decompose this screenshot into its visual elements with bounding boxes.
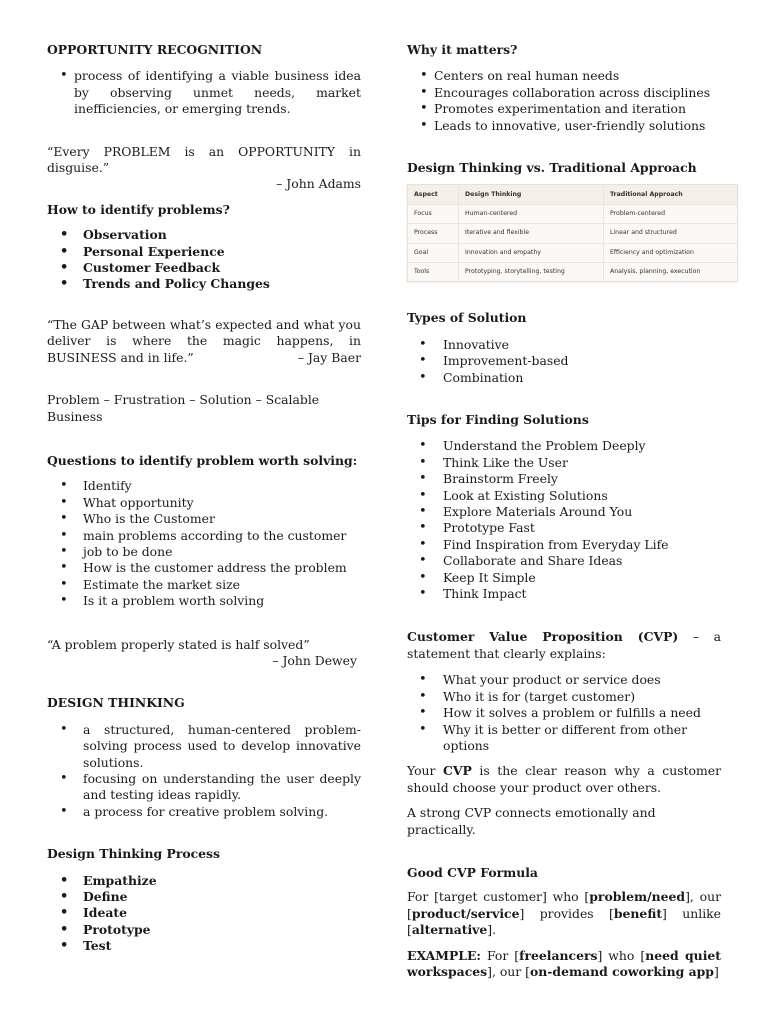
list-item: • focusing on understanding the user deeply and testing ideas rapidly. bbox=[47, 771, 361, 804]
comparison-table-wrap bbox=[407, 184, 721, 282]
list-item: • Prototype Fast bbox=[407, 520, 721, 536]
example-paragraph: EXAMPLE: For [freelancers] who [need quiet workspaces], our [on-demand coworking app] bbox=[407, 947, 722, 979]
list-item: • Leads to innovative, user-friendly solutions bbox=[407, 118, 721, 134]
table-cell: Problem-centered bbox=[604, 204, 738, 223]
list-item: • Why it is better or different from other options bbox=[407, 722, 721, 755]
table-cell: Human-centered bbox=[459, 204, 604, 223]
table-row bbox=[408, 224, 738, 243]
table-cell: Tools bbox=[408, 263, 459, 282]
comparison-heading: Design Thinking vs. Traditional Approach bbox=[407, 160, 697, 176]
table-row bbox=[408, 263, 738, 282]
list-item: • Ideate bbox=[47, 905, 361, 921]
list-item: • Trends and Policy Changes bbox=[47, 276, 361, 292]
list-item: • Is it a problem worth solving bbox=[47, 593, 361, 609]
list-item: • Promotes experimentation and iteration bbox=[407, 101, 721, 117]
list-item: • Innovative bbox=[407, 337, 721, 353]
list-item: • Brainstorm Freely bbox=[407, 471, 721, 487]
why-heading: Why it matters? bbox=[407, 42, 518, 57]
table-cell: Linear and structured bbox=[604, 224, 738, 243]
list-item: • Who it is for (target customer) bbox=[407, 689, 721, 705]
process-heading: Design Thinking Process bbox=[47, 846, 221, 862]
left-column bbox=[47, 42, 361, 955]
list-item: • Collaborate and Share Ideas bbox=[407, 553, 721, 569]
list-item: • Observation bbox=[47, 227, 361, 243]
problem-chain: Problem – Frustration – Solution – Scalable Business bbox=[47, 392, 320, 424]
formula-paragraph: For [target customer] who [problem/need], our [product/service] provides [benefit] unlike [alternative]. bbox=[407, 889, 722, 938]
table-header-row bbox=[408, 185, 738, 204]
quote-baer-block bbox=[47, 317, 361, 366]
quote-dewey-author: – John Dewey bbox=[272, 652, 357, 668]
cvp-definition: Customer Value Proposition (CVP) – a statement that clearly explains: bbox=[407, 629, 722, 661]
table-cell: Analysis, planning, execution bbox=[610, 268, 701, 276]
example-label: EXAMPLE: bbox=[407, 947, 481, 963]
list-item: • Think Impact bbox=[407, 586, 721, 602]
table-cell: Iterative and flexible bbox=[459, 224, 604, 243]
quote-adams-author: – John Adams bbox=[276, 176, 361, 192]
list-item: • Who is the Customer bbox=[47, 511, 361, 527]
why-list bbox=[407, 68, 721, 134]
types-list bbox=[407, 337, 721, 386]
list-item: • Prototype bbox=[47, 922, 361, 938]
comparison-table bbox=[407, 184, 738, 282]
table-header: Traditional Approach bbox=[604, 185, 738, 204]
table-row bbox=[408, 204, 738, 223]
design-thinking-list bbox=[47, 722, 361, 820]
list-item: • What your product or service does bbox=[407, 672, 721, 688]
list-item: • Explore Materials Around You bbox=[407, 504, 721, 520]
list-item: • Test bbox=[47, 938, 361, 954]
list-item: • Centers on real human needs bbox=[407, 68, 721, 84]
list-item: • How it solves a problem or fulfills a need bbox=[407, 705, 721, 721]
list-item: • Personal Experience bbox=[47, 244, 361, 260]
quote-dewey: “A problem properly stated is half solved” bbox=[47, 636, 310, 652]
table-row bbox=[408, 243, 738, 262]
list-item: • Encourages collaboration across disciplines bbox=[407, 85, 721, 101]
table-cell: Innovation and empathy bbox=[459, 243, 604, 262]
quote-baer-author: – Jay Baer bbox=[292, 350, 361, 366]
list-item: • process of identifying a viable business idea by observing unmet needs, market inefficiencies, or emerging trends. bbox=[47, 68, 361, 117]
list-item: • Customer Feedback bbox=[47, 260, 361, 276]
list-item: • Identify bbox=[47, 478, 361, 494]
list-item: • Combination bbox=[407, 370, 721, 386]
list-item: • a process for creative problem solving. bbox=[47, 804, 361, 820]
quote-adams: “Every PROBLEM is an OPPORTUNITY in disguise.” bbox=[47, 143, 361, 176]
list-item: • Improvement-based bbox=[407, 353, 721, 369]
list-item: • job to be done bbox=[47, 544, 361, 560]
opportunity-list bbox=[47, 68, 361, 117]
list-item: • Look at Existing Solutions bbox=[407, 488, 721, 504]
table-header: Aspect bbox=[408, 185, 459, 204]
list-item: • a structured, human-centered problem-solving process used to develop innovative solutions. bbox=[47, 722, 361, 771]
design-thinking-heading: DESIGN THINKING bbox=[47, 695, 185, 711]
questions-heading: Questions to identify problem worth solving: bbox=[47, 452, 358, 468]
list-item: • Find Inspiration from Everyday Life bbox=[407, 537, 721, 553]
list-item: • Define bbox=[47, 889, 361, 905]
identify-list bbox=[47, 227, 361, 293]
table-cell: Prototyping, storytelling, testing bbox=[459, 263, 604, 282]
list-item: • main problems according to the customer bbox=[47, 528, 361, 544]
tips-list bbox=[407, 438, 721, 602]
list-item: • Understand the Problem Deeply bbox=[407, 438, 721, 454]
types-heading: Types of Solution bbox=[407, 310, 527, 326]
cvp-list bbox=[407, 672, 721, 754]
process-list bbox=[47, 873, 361, 955]
cvp-heading: Customer Value Proposition (CVP) bbox=[407, 629, 679, 645]
identify-heading: How to identify problems? bbox=[47, 201, 230, 217]
list-item: • Estimate the market size bbox=[47, 577, 361, 593]
formula-heading: Good CVP Formula bbox=[407, 864, 538, 880]
table-header: Design Thinking bbox=[459, 185, 604, 204]
list-item: • Think Like the User bbox=[407, 455, 721, 471]
table-cell: Goal bbox=[408, 243, 459, 262]
list-item: • Keep It Simple bbox=[407, 570, 721, 586]
list-item: • What opportunity bbox=[47, 495, 361, 511]
table-cell: Efficiency and optimization bbox=[604, 243, 738, 262]
table-cell: Focus bbox=[408, 204, 459, 223]
list-item: • How is the customer address the problem bbox=[47, 560, 361, 576]
right-column bbox=[407, 42, 721, 980]
quote-baer: “The GAP between what’s expected and what you deliver is where the magic happens, in BUSINESS and in life.” bbox=[47, 316, 361, 365]
opportunity-heading: OPPORTUNITY RECOGNITION bbox=[47, 42, 263, 57]
questions-list bbox=[47, 478, 361, 609]
tips-heading: Tips for Finding Solutions bbox=[407, 412, 589, 428]
list-item: • Empathize bbox=[47, 873, 361, 889]
cvp-strong-paragraph: A strong CVP connects emotionally and practically. bbox=[407, 805, 656, 837]
table-cell: Process bbox=[408, 224, 459, 243]
cvp-reason-paragraph: Your CVP is the clear reason why a customer should choose your product over others. bbox=[407, 763, 722, 795]
